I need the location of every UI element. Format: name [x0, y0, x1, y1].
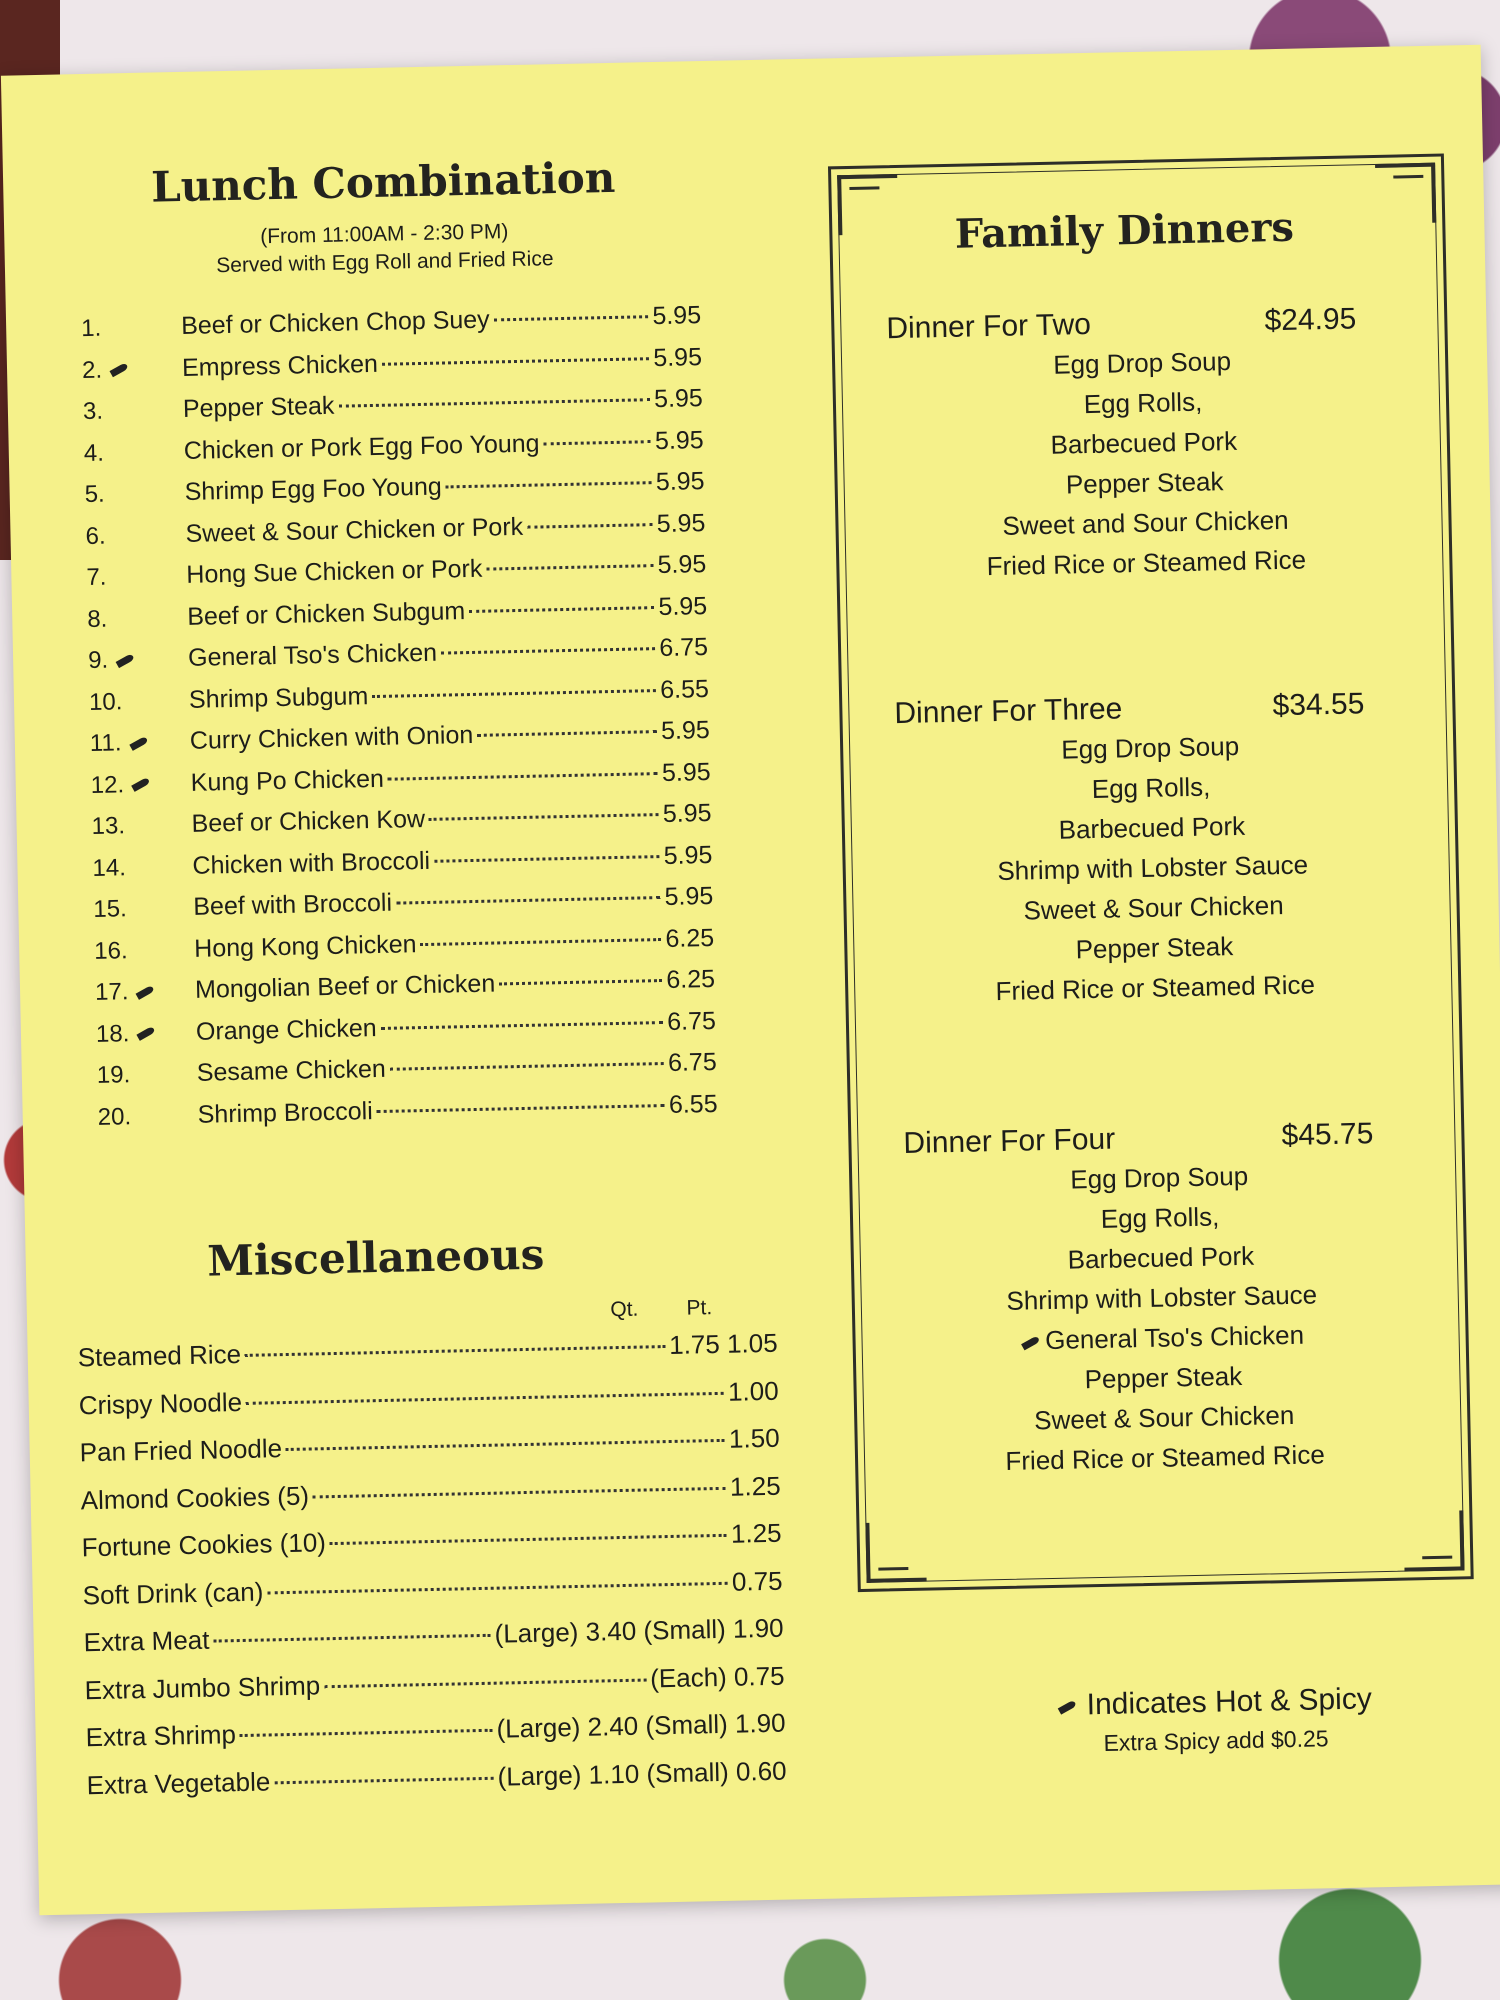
spicy-legend [1005, 1681, 1426, 1759]
lunch-item-number-text: 4. [83, 439, 105, 467]
lunch-item-name: Sesame Chicken [196, 1054, 387, 1087]
lunch-item-price: 5.95 [660, 716, 711, 746]
lunch-item-name: Shrimp Broccoli [197, 1096, 374, 1129]
misc-col-pt: Pt. [686, 1296, 713, 1320]
menu-page [1, 45, 1500, 1916]
lunch-item-price: 5.95 [652, 301, 702, 331]
lunch-item-price: 5.95 [657, 550, 707, 580]
dinner-course-text: Fried Rice or Steamed Rice [1005, 1439, 1326, 1476]
lunch-item-price: 5.95 [662, 798, 712, 828]
lunch-item-price: 6.25 [666, 964, 716, 994]
lunch-item-price: 6.75 [659, 633, 709, 663]
lunch-item-number-text: 13. [91, 812, 126, 840]
lunch-item-name: Mongolian Beef or Chicken [194, 969, 496, 1004]
lunch-item-number [72, 852, 193, 883]
dinner-course-text: Sweet & Sour Chicken [1023, 890, 1284, 926]
dinner-course-text: Egg Drop Soup [1070, 1160, 1249, 1195]
dinner-course-text: General Tso's Chicken [1044, 1319, 1305, 1356]
misc-item-price: 1.25 [730, 1517, 782, 1549]
lunch-item-price: 6.55 [668, 1089, 718, 1119]
dinner-course-text: Sweet & Sour Chicken [1033, 1399, 1295, 1436]
dot-leader [441, 647, 655, 654]
lunch-item-number [66, 562, 187, 593]
dot-leader [324, 1678, 646, 1688]
dinner-course-text: Pepper Steak [1075, 931, 1234, 965]
dot-leader [330, 1534, 727, 1545]
lunch-item-number-text: 10. [88, 687, 123, 716]
misc-item-price: (Large) 3.40 (Small) 1.90 [494, 1612, 784, 1649]
dinner-course-text: Pepper Steak [1084, 1360, 1243, 1395]
misc-item-price: 1.75 1.05 [668, 1327, 778, 1360]
dot-leader [338, 398, 650, 408]
dinner-course-text: Shrimp with Lobster Sauce [997, 849, 1309, 887]
dot-leader [388, 772, 658, 781]
dot-leader [499, 979, 662, 985]
lunch-item-number [77, 1060, 198, 1091]
misc-column-headers [587, 1295, 747, 1322]
lunch-item-number-text: 2. [81, 356, 103, 384]
frame-corner-ornament [855, 1522, 926, 1593]
lunch-item-number [61, 313, 182, 344]
misc-title: Miscellaneous [206, 1229, 545, 1286]
lunch-item-number [62, 354, 183, 385]
misc-list [77, 1328, 787, 1818]
dinner-name: Dinner For Three [894, 692, 1123, 731]
dinner-course-text: Shrimp with Lobster Sauce [1006, 1279, 1318, 1316]
dinner-block [903, 1116, 1420, 1483]
dinner-course-text: Barbecued Pork [1067, 1240, 1255, 1275]
lunch-item-name: Beef or Chicken Kow [191, 804, 426, 838]
lunch-item-number-text: 12. [90, 770, 125, 799]
lunch-item-number-text: 5. [84, 480, 105, 509]
misc-item-name: Extra Shrimp [85, 1719, 237, 1753]
lunch-item-number-text: 19. [96, 1061, 131, 1089]
misc-item-name: Crispy Noodle [78, 1386, 243, 1420]
lunch-served-with: Served with Egg Roll and Fried Rice [216, 247, 554, 278]
misc-item-name: Almond Cookies (5) [80, 1480, 310, 1515]
lunch-item-number-text: 20. [97, 1102, 132, 1131]
legend-hot-spicy: Indicates Hot & Spicy [1086, 1682, 1373, 1722]
dot-leader [494, 315, 649, 321]
dinner-course-text: Egg Rolls, [1083, 386, 1203, 420]
lunch-item-name: Beef or Chicken Subgum [186, 596, 466, 631]
lunch-item-name: General Tso's Chicken [187, 638, 438, 672]
dot-leader [381, 1021, 664, 1030]
lunch-item-name: Empress Chicken [181, 349, 379, 382]
dot-leader [377, 1104, 665, 1113]
misc-item-price: 1.50 [728, 1422, 780, 1454]
dinner-course-text: Pepper Steak [1065, 466, 1224, 500]
misc-item-name: Extra Jumbo Shrimp [84, 1669, 321, 1705]
lunch-item-name: Beef or Chicken Chop Suey [180, 305, 490, 340]
lunch-item-number-text: 8. [87, 605, 108, 633]
dinner-course-text: Egg Drop Soup [1052, 346, 1232, 380]
dot-leader [240, 1729, 493, 1737]
lunch-item-name: Shrimp Subgum [188, 681, 369, 714]
lunch-item-number [70, 728, 191, 759]
misc-item-name: Fortune Cookies (10) [81, 1527, 327, 1563]
dot-leader [246, 1391, 724, 1404]
dinner-course-text: Sweet and Sour Chicken [1002, 504, 1289, 541]
misc-item-name: Steamed Rice [77, 1338, 242, 1373]
chili-pepper-icon [132, 777, 151, 792]
misc-item-name: Extra Vegetable [86, 1765, 271, 1800]
dot-leader [477, 730, 657, 737]
lunch-item-number [64, 437, 185, 468]
lunch-item-number [75, 977, 196, 1008]
dinner-course-text: Fried Rice or Steamed Rice [995, 969, 1316, 1007]
lunch-item-name: Curry Chicken with Onion [189, 720, 474, 755]
dinner-course-text: Barbecued Pork [1058, 810, 1246, 845]
chili-pepper-icon [136, 984, 155, 999]
lunch-item-price: 5.95 [656, 508, 706, 538]
legend-extra-spicy: Extra Spicy add $0.25 [1103, 1725, 1329, 1756]
dot-leader [390, 1062, 664, 1071]
lunch-item-price: 5.95 [663, 840, 713, 870]
lunch-hours: (From 11:00AM - 2:30 PM) [259, 220, 509, 249]
dot-leader [267, 1581, 728, 1594]
chili-pepper-icon [137, 1026, 156, 1041]
lunch-item-price: 5.95 [652, 342, 703, 372]
lunch-item-price: 6.75 [666, 1006, 717, 1036]
misc-item-price: (Each) 0.75 [649, 1660, 785, 1693]
lunch-item-name: Shrimp Egg Foo Young [184, 472, 443, 506]
lunch-item-name: Hong Sue Chicken or Pork [186, 554, 483, 589]
lunch-item-number [71, 811, 192, 842]
dinner-course-text: Egg Drop Soup [1061, 730, 1240, 765]
dot-leader [486, 564, 653, 571]
misc-item-price: 1.25 [729, 1470, 781, 1502]
dot-leader [446, 481, 652, 488]
dinner-price: $34.55 [1272, 687, 1365, 723]
lunch-item-name: Chicken or Pork Egg Foo Young [183, 429, 540, 465]
lunch-item-number-text: 7. [86, 563, 107, 592]
family-dinners-title: Family Dinners [954, 203, 1295, 258]
lunch-item-number-text: 17. [94, 978, 129, 1006]
lunch-item-number-text: 3. [82, 397, 104, 426]
dot-leader [274, 1776, 493, 1784]
misc-item-price: 0.75 [731, 1565, 783, 1597]
lunch-item-number [77, 1101, 198, 1132]
dot-leader [421, 938, 662, 946]
dinner-course-text: Egg Rolls, [1091, 771, 1211, 805]
lunch-item-number-text: 11. [89, 729, 122, 757]
dot-leader [429, 813, 659, 821]
dot-leader [434, 855, 660, 863]
dinner-block [894, 686, 1411, 1013]
dot-leader [313, 1486, 726, 1498]
lunch-item-price: 6.25 [665, 923, 715, 953]
misc-item-name: Extra Meat [83, 1624, 210, 1658]
lunch-item-price: 5.95 [661, 757, 711, 787]
dinner-price: $24.95 [1264, 302, 1357, 338]
lunch-item-number [67, 603, 188, 634]
dot-leader [527, 523, 653, 529]
lunch-item-number-text: 9. [87, 646, 109, 674]
lunch-item-number [65, 520, 186, 551]
lunch-item-price: 5.95 [658, 591, 708, 621]
lunch-item-name: Orange Chicken [195, 1013, 377, 1046]
lunch-list [61, 301, 718, 1144]
dot-leader [543, 440, 651, 445]
dot-leader [213, 1634, 490, 1643]
lunch-item-number [69, 686, 190, 717]
lunch-item-name: Pepper Steak [182, 391, 335, 423]
lunch-title: Lunch Combination [150, 152, 616, 212]
dinner-name: Dinner For Two [886, 307, 1092, 346]
chili-pepper-icon [116, 653, 135, 668]
dot-leader [469, 606, 654, 613]
frame-corner-ornament [1375, 152, 1446, 223]
lunch-item-name: Sweet & Sour Chicken or Pork [185, 512, 524, 548]
dot-leader [245, 1345, 665, 1357]
lunch-item-number-text: 1. [80, 314, 102, 343]
misc-item-name: Pan Fried Noodle [79, 1433, 283, 1468]
lunch-item-number-text: 15. [93, 895, 128, 923]
misc-item-price: 1.00 [727, 1375, 779, 1407]
chili-pepper-icon [1058, 1699, 1077, 1714]
dinner-block [886, 302, 1402, 589]
lunch-item-price: 5.95 [655, 467, 705, 497]
dinner-name: Dinner For Four [903, 1122, 1116, 1161]
lunch-item-price: 6.75 [667, 1047, 717, 1077]
lunch-item-price: 6.55 [659, 674, 710, 704]
dot-leader [396, 896, 661, 905]
misc-col-qt: Qt. [610, 1297, 639, 1322]
lunch-item-number-text: 6. [85, 522, 106, 550]
frame-corner-ornament [1403, 1510, 1474, 1581]
dinner-course-text: Barbecued Pork [1050, 425, 1238, 460]
chili-pepper-icon [1021, 1335, 1040, 1350]
dot-leader [382, 357, 649, 366]
dot-leader [286, 1439, 725, 1451]
lunch-item-price: 5.95 [654, 425, 704, 455]
lunch-item-number-text: 18. [95, 1019, 130, 1048]
misc-item-name: Soft Drink (can) [82, 1576, 264, 1610]
dot-leader [372, 689, 656, 698]
lunch-item-number [70, 769, 191, 800]
dinner-course-text: Egg Rolls, [1100, 1201, 1220, 1234]
chili-pepper-icon [110, 362, 129, 377]
lunch-item-price: 5.95 [653, 384, 704, 414]
dinner-course-text: Fried Rice or Steamed Rice [986, 544, 1307, 582]
lunch-item-number-text: 14. [92, 853, 127, 882]
lunch-item-number [68, 645, 189, 676]
lunch-item-number [73, 894, 194, 925]
misc-item-price: (Large) 1.10 (Small) 0.60 [497, 1755, 787, 1792]
misc-item-price: (Large) 2.40 (Small) 1.90 [496, 1707, 786, 1744]
dinner-price: $45.75 [1281, 1117, 1374, 1153]
lunch-item-name: Hong Kong Chicken [193, 929, 417, 963]
lunch-item-name: Chicken with Broccoli [192, 846, 431, 880]
lunch-item-number-text: 16. [93, 936, 128, 965]
lunch-item-number [63, 396, 184, 427]
lunch-item-number [64, 479, 185, 510]
lunch-item-name: Kung Po Chicken [190, 764, 385, 797]
lunch-item-number [74, 935, 195, 966]
lunch-item-name: Beef with Broccoli [193, 888, 393, 921]
chili-pepper-icon [129, 736, 148, 751]
lunch-item-price: 5.95 [664, 881, 714, 911]
lunch-item-number [76, 1018, 197, 1049]
